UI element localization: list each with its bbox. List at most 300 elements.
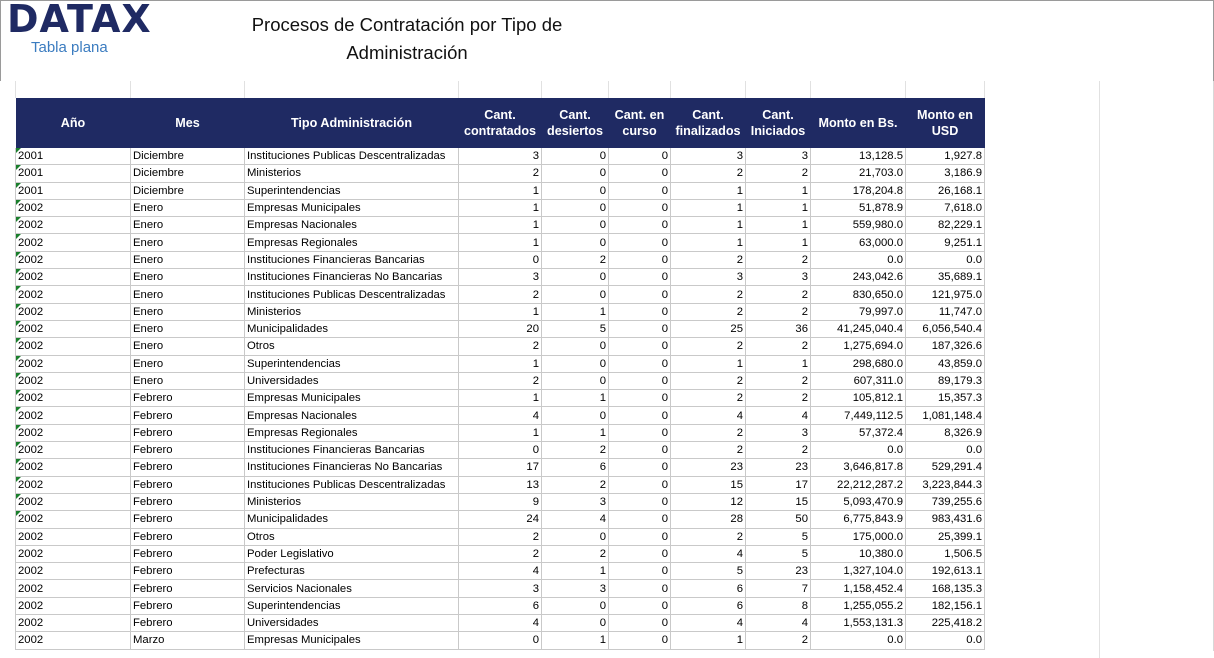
month-cell[interactable]: Febrero <box>131 597 245 614</box>
value-cell[interactable]: 1 <box>746 355 811 372</box>
value-cell[interactable]: 2 <box>671 303 746 320</box>
value-cell[interactable]: 51,878.9 <box>811 199 906 216</box>
month-cell[interactable]: Diciembre <box>131 182 245 199</box>
value-cell[interactable]: 0 <box>542 199 609 216</box>
value-cell[interactable]: 0 <box>542 269 609 286</box>
value-cell[interactable]: 1 <box>542 303 609 320</box>
value-cell[interactable]: 0 <box>542 615 609 632</box>
value-cell[interactable]: 4 <box>671 407 746 424</box>
value-cell[interactable]: 1 <box>459 390 542 407</box>
value-cell[interactable]: 225,418.2 <box>906 615 985 632</box>
value-cell[interactable]: 0.0 <box>906 632 985 649</box>
value-cell[interactable]: 3 <box>542 493 609 510</box>
year-cell[interactable]: 2001 <box>16 148 131 165</box>
value-cell[interactable]: 89,179.3 <box>906 372 985 389</box>
value-cell[interactable]: 7 <box>746 580 811 597</box>
column-header[interactable]: Cant. contratados <box>459 98 542 148</box>
value-cell[interactable]: 0 <box>609 493 671 510</box>
value-cell[interactable]: 2 <box>671 165 746 182</box>
value-cell[interactable]: 0 <box>609 251 671 268</box>
value-cell[interactable]: 2 <box>671 390 746 407</box>
administration-type-cell[interactable]: Empresas Municipales <box>245 199 459 216</box>
month-cell[interactable]: Enero <box>131 269 245 286</box>
administration-type-cell[interactable]: Empresas Regionales <box>245 424 459 441</box>
administration-type-cell[interactable]: Superintendencias <box>245 355 459 372</box>
month-cell[interactable]: Febrero <box>131 459 245 476</box>
value-cell[interactable]: 26,168.1 <box>906 182 985 199</box>
value-cell[interactable]: 43,859.0 <box>906 355 985 372</box>
administration-type-cell[interactable]: Empresas Regionales <box>245 234 459 251</box>
value-cell[interactable]: 1 <box>459 355 542 372</box>
month-cell[interactable]: Diciembre <box>131 148 245 165</box>
year-cell[interactable]: 2002 <box>16 545 131 562</box>
year-cell[interactable]: 2002 <box>16 390 131 407</box>
value-cell[interactable]: 6,056,540.4 <box>906 320 985 337</box>
value-cell[interactable]: 2 <box>746 632 811 649</box>
value-cell[interactable]: 2 <box>459 528 542 545</box>
value-cell[interactable]: 7,449,112.5 <box>811 407 906 424</box>
value-cell[interactable]: 0 <box>609 303 671 320</box>
year-cell[interactable]: 2002 <box>16 338 131 355</box>
value-cell[interactable]: 0 <box>609 182 671 199</box>
value-cell[interactable]: 559,980.0 <box>811 217 906 234</box>
column-header[interactable]: Monto en Bs. <box>811 98 906 148</box>
value-cell[interactable]: 6 <box>542 459 609 476</box>
value-cell[interactable]: 2 <box>459 545 542 562</box>
value-cell[interactable]: 0 <box>609 338 671 355</box>
value-cell[interactable]: 2 <box>746 286 811 303</box>
value-cell[interactable]: 28 <box>671 511 746 528</box>
year-cell[interactable]: 2002 <box>16 580 131 597</box>
year-cell[interactable]: 2001 <box>16 165 131 182</box>
value-cell[interactable]: 2 <box>671 528 746 545</box>
value-cell[interactable]: 0 <box>609 476 671 493</box>
value-cell[interactable]: 9 <box>459 493 542 510</box>
value-cell[interactable]: 0 <box>609 597 671 614</box>
month-cell[interactable]: Enero <box>131 320 245 337</box>
value-cell[interactable]: 3 <box>671 148 746 165</box>
column-header[interactable]: Cant. desiertos <box>542 98 609 148</box>
value-cell[interactable]: 2 <box>746 338 811 355</box>
value-cell[interactable]: 0.0 <box>811 442 906 459</box>
value-cell[interactable]: 20 <box>459 320 542 337</box>
value-cell[interactable]: 2 <box>746 303 811 320</box>
value-cell[interactable]: 13 <box>459 476 542 493</box>
month-cell[interactable]: Enero <box>131 251 245 268</box>
value-cell[interactable]: 2 <box>746 390 811 407</box>
month-cell[interactable]: Enero <box>131 234 245 251</box>
year-cell[interactable]: 2002 <box>16 442 131 459</box>
value-cell[interactable]: 8,326.9 <box>906 424 985 441</box>
value-cell[interactable]: 0.0 <box>811 251 906 268</box>
value-cell[interactable]: 11,747.0 <box>906 303 985 320</box>
value-cell[interactable]: 3 <box>746 148 811 165</box>
value-cell[interactable]: 2 <box>459 286 542 303</box>
value-cell[interactable]: 0 <box>609 148 671 165</box>
value-cell[interactable]: 0 <box>609 442 671 459</box>
administration-type-cell[interactable]: Poder Legislativo <box>245 545 459 562</box>
value-cell[interactable]: 1 <box>459 182 542 199</box>
value-cell[interactable]: 1 <box>671 234 746 251</box>
value-cell[interactable]: 1 <box>542 390 609 407</box>
year-cell[interactable]: 2002 <box>16 286 131 303</box>
value-cell[interactable]: 0 <box>542 338 609 355</box>
value-cell[interactable]: 3 <box>459 269 542 286</box>
year-cell[interactable]: 2002 <box>16 493 131 510</box>
value-cell[interactable]: 1 <box>542 563 609 580</box>
value-cell[interactable]: 15 <box>671 476 746 493</box>
year-cell[interactable]: 2002 <box>16 511 131 528</box>
value-cell[interactable]: 121,975.0 <box>906 286 985 303</box>
value-cell[interactable]: 2 <box>746 251 811 268</box>
value-cell[interactable]: 4 <box>459 407 542 424</box>
column-header[interactable]: Tipo Administración <box>245 98 459 148</box>
value-cell[interactable]: 0 <box>609 563 671 580</box>
administration-type-cell[interactable]: Universidades <box>245 372 459 389</box>
value-cell[interactable]: 5 <box>671 563 746 580</box>
year-cell[interactable]: 2002 <box>16 303 131 320</box>
value-cell[interactable]: 168,135.3 <box>906 580 985 597</box>
administration-type-cell[interactable]: Instituciones Financieras Bancarias <box>245 251 459 268</box>
value-cell[interactable]: 3 <box>746 269 811 286</box>
administration-type-cell[interactable]: Universidades <box>245 615 459 632</box>
value-cell[interactable]: 1 <box>459 199 542 216</box>
value-cell[interactable]: 1 <box>459 234 542 251</box>
month-cell[interactable]: Febrero <box>131 545 245 562</box>
administration-type-cell[interactable]: Prefecturas <box>245 563 459 580</box>
month-cell[interactable]: Febrero <box>131 390 245 407</box>
administration-type-cell[interactable]: Empresas Nacionales <box>245 217 459 234</box>
value-cell[interactable]: 5,093,470.9 <box>811 493 906 510</box>
administration-type-cell[interactable]: Municipalidades <box>245 320 459 337</box>
value-cell[interactable]: 6 <box>459 597 542 614</box>
value-cell[interactable]: 1 <box>746 217 811 234</box>
column-header[interactable]: Cant. Iniciados <box>746 98 811 148</box>
administration-type-cell[interactable]: Servicios Nacionales <box>245 580 459 597</box>
year-cell[interactable]: 2002 <box>16 234 131 251</box>
month-cell[interactable]: Febrero <box>131 424 245 441</box>
value-cell[interactable]: 1,255,055.2 <box>811 597 906 614</box>
value-cell[interactable]: 0 <box>609 286 671 303</box>
administration-type-cell[interactable]: Instituciones Publicas Descentralizadas <box>245 286 459 303</box>
value-cell[interactable]: 2 <box>542 442 609 459</box>
month-cell[interactable]: Marzo <box>131 632 245 649</box>
value-cell[interactable]: 175,000.0 <box>811 528 906 545</box>
value-cell[interactable]: 0 <box>609 372 671 389</box>
value-cell[interactable]: 0 <box>609 234 671 251</box>
value-cell[interactable]: 0 <box>609 511 671 528</box>
year-cell[interactable]: 2002 <box>16 563 131 580</box>
value-cell[interactable]: 3 <box>459 580 542 597</box>
value-cell[interactable]: 0 <box>542 217 609 234</box>
value-cell[interactable]: 6 <box>671 580 746 597</box>
value-cell[interactable]: 1 <box>671 182 746 199</box>
year-cell[interactable]: 2002 <box>16 528 131 545</box>
value-cell[interactable]: 63,000.0 <box>811 234 906 251</box>
month-cell[interactable]: Febrero <box>131 615 245 632</box>
year-cell[interactable]: 2002 <box>16 199 131 216</box>
value-cell[interactable]: 1 <box>459 217 542 234</box>
year-cell[interactable]: 2002 <box>16 632 131 649</box>
administration-type-cell[interactable]: Superintendencias <box>245 597 459 614</box>
value-cell[interactable]: 2 <box>542 476 609 493</box>
value-cell[interactable]: 2 <box>746 165 811 182</box>
year-cell[interactable]: 2002 <box>16 597 131 614</box>
value-cell[interactable]: 529,291.4 <box>906 459 985 476</box>
value-cell[interactable]: 5 <box>542 320 609 337</box>
value-cell[interactable]: 1,081,148.4 <box>906 407 985 424</box>
value-cell[interactable]: 182,156.1 <box>906 597 985 614</box>
value-cell[interactable]: 0 <box>459 251 542 268</box>
value-cell[interactable]: 0 <box>609 390 671 407</box>
value-cell[interactable]: 0 <box>609 424 671 441</box>
value-cell[interactable]: 3 <box>542 580 609 597</box>
value-cell[interactable]: 2 <box>671 251 746 268</box>
value-cell[interactable]: 1 <box>671 632 746 649</box>
value-cell[interactable]: 0 <box>609 615 671 632</box>
value-cell[interactable]: 243,042.6 <box>811 269 906 286</box>
value-cell[interactable]: 22,212,287.2 <box>811 476 906 493</box>
column-header[interactable]: Año <box>16 98 131 148</box>
value-cell[interactable]: 1,506.5 <box>906 545 985 562</box>
value-cell[interactable]: 0 <box>542 407 609 424</box>
value-cell[interactable]: 0 <box>609 545 671 562</box>
value-cell[interactable]: 983,431.6 <box>906 511 985 528</box>
value-cell[interactable]: 3,646,817.8 <box>811 459 906 476</box>
administration-type-cell[interactable]: Municipalidades <box>245 511 459 528</box>
value-cell[interactable]: 1,158,452.4 <box>811 580 906 597</box>
administration-type-cell[interactable]: Instituciones Financieras Bancarias <box>245 442 459 459</box>
value-cell[interactable]: 13,128.5 <box>811 148 906 165</box>
administration-type-cell[interactable]: Otros <box>245 528 459 545</box>
value-cell[interactable]: 1 <box>671 199 746 216</box>
value-cell[interactable]: 0 <box>609 580 671 597</box>
administration-type-cell[interactable]: Ministerios <box>245 493 459 510</box>
value-cell[interactable]: 4 <box>671 615 746 632</box>
value-cell[interactable]: 15 <box>746 493 811 510</box>
value-cell[interactable]: 1,275,694.0 <box>811 338 906 355</box>
value-cell[interactable]: 12 <box>671 493 746 510</box>
administration-type-cell[interactable]: Empresas Municipales <box>245 390 459 407</box>
value-cell[interactable]: 2 <box>459 372 542 389</box>
value-cell[interactable]: 35,689.1 <box>906 269 985 286</box>
year-cell[interactable]: 2002 <box>16 251 131 268</box>
value-cell[interactable]: 5 <box>746 545 811 562</box>
value-cell[interactable]: 0 <box>542 234 609 251</box>
administration-type-cell[interactable]: Superintendencias <box>245 182 459 199</box>
value-cell[interactable]: 0 <box>542 355 609 372</box>
value-cell[interactable]: 1,553,131.3 <box>811 615 906 632</box>
month-cell[interactable]: Febrero <box>131 442 245 459</box>
administration-type-cell[interactable]: Instituciones Financieras No Bancarias <box>245 269 459 286</box>
value-cell[interactable]: 2 <box>671 424 746 441</box>
value-cell[interactable]: 0 <box>609 199 671 216</box>
column-header[interactable]: Cant. en curso <box>609 98 671 148</box>
administration-type-cell[interactable]: Instituciones Publicas Descentralizadas <box>245 148 459 165</box>
value-cell[interactable]: 50 <box>746 511 811 528</box>
value-cell[interactable]: 192,613.1 <box>906 563 985 580</box>
year-cell[interactable]: 2002 <box>16 269 131 286</box>
value-cell[interactable]: 25,399.1 <box>906 528 985 545</box>
value-cell[interactable]: 0 <box>609 407 671 424</box>
month-cell[interactable]: Enero <box>131 355 245 372</box>
value-cell[interactable]: 4 <box>459 563 542 580</box>
value-cell[interactable]: 1 <box>746 199 811 216</box>
value-cell[interactable]: 0 <box>609 355 671 372</box>
month-cell[interactable]: Enero <box>131 303 245 320</box>
value-cell[interactable]: 0 <box>542 148 609 165</box>
value-cell[interactable]: 1 <box>671 217 746 234</box>
value-cell[interactable]: 5 <box>746 528 811 545</box>
value-cell[interactable]: 41,245,040.4 <box>811 320 906 337</box>
year-cell[interactable]: 2002 <box>16 372 131 389</box>
year-cell[interactable]: 2002 <box>16 476 131 493</box>
value-cell[interactable]: 23 <box>671 459 746 476</box>
administration-type-cell[interactable]: Otros <box>245 338 459 355</box>
value-cell[interactable]: 17 <box>459 459 542 476</box>
value-cell[interactable]: 0 <box>542 182 609 199</box>
value-cell[interactable]: 3 <box>459 148 542 165</box>
value-cell[interactable]: 6,775,843.9 <box>811 511 906 528</box>
value-cell[interactable]: 7,618.0 <box>906 199 985 216</box>
value-cell[interactable]: 82,229.1 <box>906 217 985 234</box>
value-cell[interactable]: 4 <box>671 545 746 562</box>
month-cell[interactable]: Diciembre <box>131 165 245 182</box>
month-cell[interactable]: Enero <box>131 199 245 216</box>
administration-type-cell[interactable]: Empresas Municipales <box>245 632 459 649</box>
value-cell[interactable]: 4 <box>542 511 609 528</box>
value-cell[interactable]: 4 <box>459 615 542 632</box>
value-cell[interactable]: 1 <box>671 355 746 372</box>
value-cell[interactable]: 57,372.4 <box>811 424 906 441</box>
value-cell[interactable]: 2 <box>459 338 542 355</box>
year-cell[interactable]: 2002 <box>16 615 131 632</box>
value-cell[interactable]: 8 <box>746 597 811 614</box>
value-cell[interactable]: 0 <box>609 459 671 476</box>
value-cell[interactable]: 3 <box>746 424 811 441</box>
month-cell[interactable]: Febrero <box>131 493 245 510</box>
value-cell[interactable]: 1,927.8 <box>906 148 985 165</box>
value-cell[interactable]: 10,380.0 <box>811 545 906 562</box>
value-cell[interactable]: 1 <box>459 424 542 441</box>
value-cell[interactable]: 3,223,844.3 <box>906 476 985 493</box>
administration-type-cell[interactable]: Ministerios <box>245 303 459 320</box>
value-cell[interactable]: 1,327,104.0 <box>811 563 906 580</box>
month-cell[interactable]: Febrero <box>131 511 245 528</box>
year-cell[interactable]: 2002 <box>16 355 131 372</box>
year-cell[interactable]: 2002 <box>16 407 131 424</box>
value-cell[interactable]: 0 <box>542 528 609 545</box>
value-cell[interactable]: 2 <box>671 338 746 355</box>
value-cell[interactable]: 2 <box>746 442 811 459</box>
value-cell[interactable]: 0 <box>609 632 671 649</box>
value-cell[interactable]: 23 <box>746 459 811 476</box>
value-cell[interactable]: 2 <box>459 165 542 182</box>
value-cell[interactable]: 25 <box>671 320 746 337</box>
administration-type-cell[interactable]: Ministerios <box>245 165 459 182</box>
month-cell[interactable]: Febrero <box>131 528 245 545</box>
value-cell[interactable]: 2 <box>671 372 746 389</box>
value-cell[interactable]: 0.0 <box>811 632 906 649</box>
value-cell[interactable]: 0 <box>459 442 542 459</box>
value-cell[interactable]: 79,997.0 <box>811 303 906 320</box>
month-cell[interactable]: Enero <box>131 372 245 389</box>
value-cell[interactable]: 830,650.0 <box>811 286 906 303</box>
value-cell[interactable]: 2 <box>671 286 746 303</box>
value-cell[interactable]: 1 <box>542 632 609 649</box>
value-cell[interactable]: 0 <box>609 320 671 337</box>
value-cell[interactable]: 2 <box>542 545 609 562</box>
value-cell[interactable]: 0 <box>542 286 609 303</box>
month-cell[interactable]: Febrero <box>131 476 245 493</box>
value-cell[interactable]: 0 <box>609 217 671 234</box>
column-header[interactable]: Cant. finalizados <box>671 98 746 148</box>
year-cell[interactable]: 2002 <box>16 320 131 337</box>
value-cell[interactable]: 17 <box>746 476 811 493</box>
value-cell[interactable]: 2 <box>542 251 609 268</box>
month-cell[interactable]: Enero <box>131 286 245 303</box>
month-cell[interactable]: Febrero <box>131 580 245 597</box>
value-cell[interactable]: 1 <box>459 303 542 320</box>
value-cell[interactable]: 6 <box>671 597 746 614</box>
value-cell[interactable]: 2 <box>746 372 811 389</box>
value-cell[interactable]: 23 <box>746 563 811 580</box>
value-cell[interactable]: 105,812.1 <box>811 390 906 407</box>
year-cell[interactable]: 2002 <box>16 424 131 441</box>
value-cell[interactable]: 9,251.1 <box>906 234 985 251</box>
value-cell[interactable]: 1 <box>542 424 609 441</box>
value-cell[interactable]: 0.0 <box>906 251 985 268</box>
year-cell[interactable]: 2001 <box>16 182 131 199</box>
value-cell[interactable]: 1 <box>746 182 811 199</box>
value-cell[interactable]: 298,680.0 <box>811 355 906 372</box>
value-cell[interactable]: 0 <box>542 597 609 614</box>
value-cell[interactable]: 739,255.6 <box>906 493 985 510</box>
value-cell[interactable]: 607,311.0 <box>811 372 906 389</box>
year-cell[interactable]: 2002 <box>16 459 131 476</box>
value-cell[interactable]: 178,204.8 <box>811 182 906 199</box>
column-header[interactable]: Monto en USD <box>906 98 985 148</box>
value-cell[interactable]: 21,703.0 <box>811 165 906 182</box>
value-cell[interactable]: 187,326.6 <box>906 338 985 355</box>
value-cell[interactable]: 36 <box>746 320 811 337</box>
month-cell[interactable]: Enero <box>131 338 245 355</box>
month-cell[interactable]: Enero <box>131 217 245 234</box>
value-cell[interactable]: 1 <box>746 234 811 251</box>
value-cell[interactable]: 0 <box>459 632 542 649</box>
value-cell[interactable]: 2 <box>671 442 746 459</box>
month-cell[interactable]: Febrero <box>131 407 245 424</box>
value-cell[interactable]: 0.0 <box>906 442 985 459</box>
value-cell[interactable]: 3 <box>671 269 746 286</box>
value-cell[interactable]: 4 <box>746 407 811 424</box>
year-cell[interactable]: 2002 <box>16 217 131 234</box>
month-cell[interactable]: Febrero <box>131 563 245 580</box>
column-header[interactable]: Mes <box>131 98 245 148</box>
administration-type-cell[interactable]: Instituciones Publicas Descentralizadas <box>245 476 459 493</box>
value-cell[interactable]: 0 <box>609 528 671 545</box>
value-cell[interactable]: 0 <box>609 269 671 286</box>
value-cell[interactable]: 0 <box>609 165 671 182</box>
value-cell[interactable]: 4 <box>746 615 811 632</box>
administration-type-cell[interactable]: Empresas Nacionales <box>245 407 459 424</box>
value-cell[interactable]: 15,357.3 <box>906 390 985 407</box>
value-cell[interactable]: 3,186.9 <box>906 165 985 182</box>
value-cell[interactable]: 24 <box>459 511 542 528</box>
value-cell[interactable]: 0 <box>542 165 609 182</box>
value-cell[interactable]: 0 <box>542 372 609 389</box>
administration-type-cell[interactable]: Instituciones Financieras No Bancarias <box>245 459 459 476</box>
